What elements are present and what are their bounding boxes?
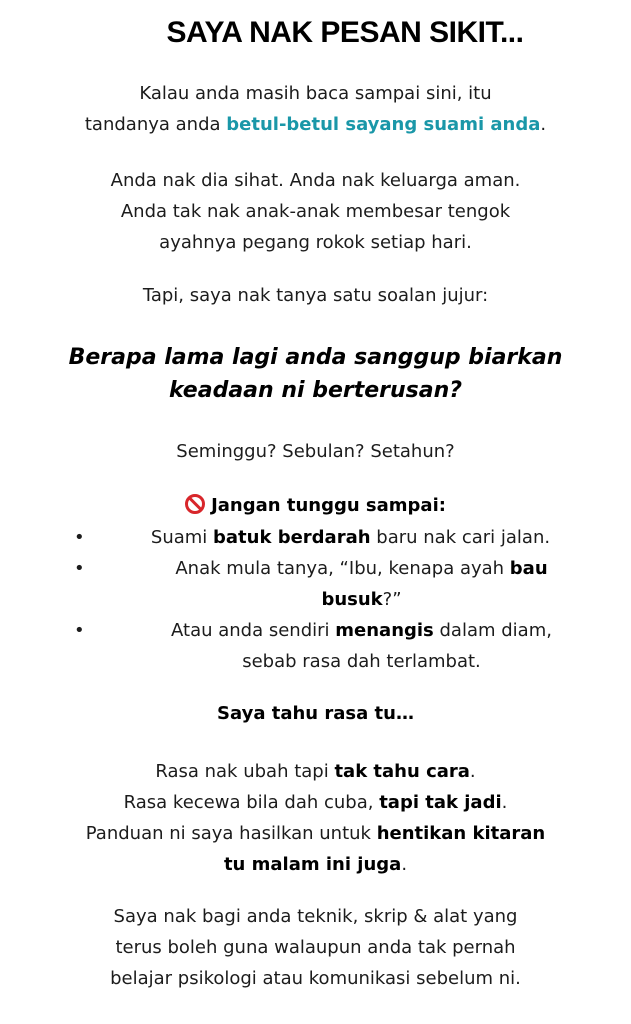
feel-line-3: Panduan ni saya hasilkan untuk hentikan kitaran bbox=[85, 823, 546, 844]
closing-line-1: Saya nak bagi anda teknik, skrip & alat yang bbox=[113, 906, 518, 927]
family-line-3: ayahnya pegang rokok setiap hari. bbox=[159, 232, 472, 253]
family-line-1: Anda nak dia sihat. Anda nak keluarga aman. bbox=[110, 170, 521, 191]
warning-list bbox=[0, 522, 631, 677]
feel-line-1: Rasa nak ubah tapi tak tahu cara. bbox=[155, 761, 476, 782]
list-item: • Atau anda sendiri menangis dalam diam, sebab rasa dah terlambat. bbox=[0, 615, 631, 677]
time-options: Seminggu? Sebulan? Setahun? bbox=[176, 441, 455, 462]
closing-line-2: terus boleh guna walaupun anda tak pernah bbox=[115, 937, 516, 958]
list-item: • Suami batuk berdarah baru nak cari jalan. bbox=[0, 522, 631, 553]
family-paragraph bbox=[0, 165, 631, 258]
question-intro: Tapi, saya nak tanya satu soalan jujur: bbox=[142, 285, 489, 306]
bullet-dot: • bbox=[74, 527, 85, 548]
warning-heading bbox=[0, 494, 631, 516]
closing-paragraph bbox=[0, 901, 631, 994]
list-item: • Anak mula tanya, “Ibu, kenapa ayah bau busuk?” bbox=[0, 553, 631, 615]
feel-line-4: tu malam ini juga. bbox=[223, 854, 408, 875]
intro-paragraph bbox=[0, 78, 631, 140]
key-question bbox=[0, 341, 631, 407]
bullet-dot: • bbox=[74, 620, 85, 641]
closing-line-3: belajar psikologi atau komunikasi sebelum ni. bbox=[110, 968, 521, 989]
bullet-dot: • bbox=[74, 558, 85, 579]
warning-text: Jangan tunggu sampai: bbox=[211, 495, 446, 516]
family-line-2: Anda tak nak anak-anak membesar tengok bbox=[120, 201, 511, 222]
subheading: Saya tahu rasa tu… bbox=[217, 703, 414, 724]
question-line-1: Berapa lama lagi anda sanggup biarkan bbox=[68, 345, 563, 370]
intro-highlight: betul-betul sayang suami anda bbox=[226, 114, 541, 135]
intro-line-2: tandanya anda betul-betul sayang suami anda. bbox=[84, 114, 547, 135]
intro-line-1: Kalau anda masih baca sampai sini, itu bbox=[139, 83, 492, 104]
no-entry-icon bbox=[185, 494, 205, 514]
question-line-2: keadaan ni berterusan? bbox=[168, 378, 463, 403]
headline: SAYA NAK PESAN SIKIT... bbox=[166, 16, 524, 49]
feelings-paragraph bbox=[0, 756, 631, 880]
feel-line-2: Rasa kecewa bila dah cuba, tapi tak jadi. bbox=[123, 792, 508, 813]
